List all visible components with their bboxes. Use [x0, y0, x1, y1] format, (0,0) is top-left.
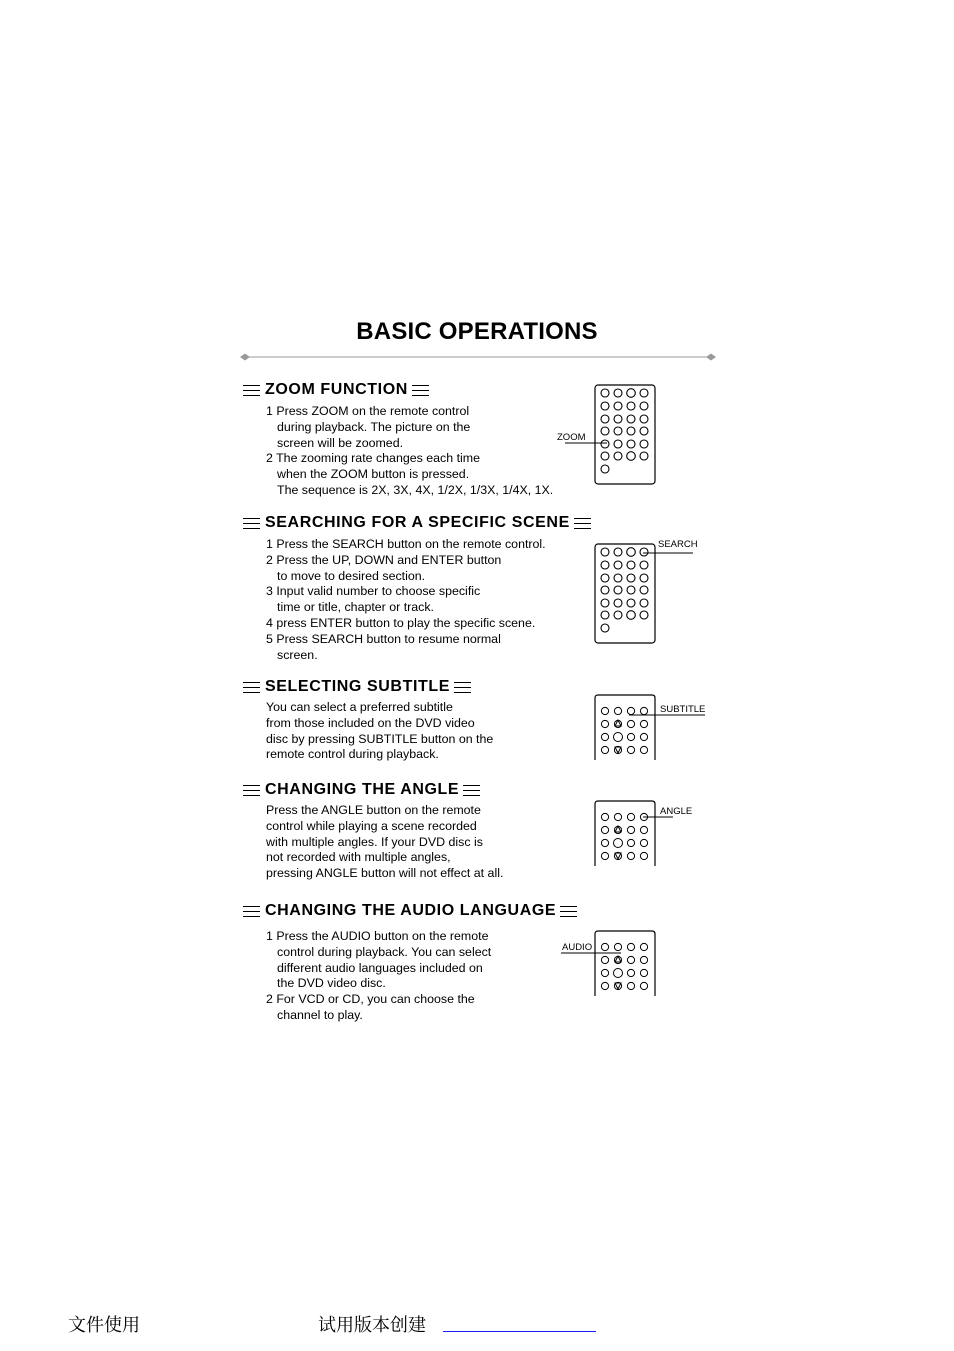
text-line: The sequence is 2X, 3X, 4X, 1/2X, 1/3X, 1/4X, 1X.	[277, 482, 554, 497]
search-heading	[243, 514, 595, 532]
text-line: remote control during playback.	[266, 747, 439, 762]
text-line: Press the ANGLE button on the remote	[266, 803, 481, 817]
text-line: 1 Press the SEARCH button on the remote control.	[266, 537, 546, 551]
remote-control-icon	[594, 543, 656, 645]
text-line: control during playback. You can select	[277, 944, 492, 959]
angle-heading	[243, 781, 484, 799]
text-line: with multiple angles. If your DVD disc is	[266, 834, 483, 849]
text-line: 2 The zooming rate changes each time	[266, 451, 480, 466]
zoom-heading	[243, 381, 433, 399]
text-line: 2 For VCD or CD, you can choose the	[266, 992, 475, 1007]
triple-bar-icon	[243, 785, 260, 796]
triple-bar-icon	[463, 785, 480, 796]
text-line: 4 press ENTER button to play the specific scene.	[266, 615, 536, 630]
text-line: 5 Press SEARCH button to resume normal	[266, 631, 501, 646]
text-line: to move to desired section.	[277, 568, 426, 583]
angle-heading-text: CHANGING THE ANGLE	[265, 781, 460, 798]
text-line: screen.	[277, 647, 318, 662]
angle-body	[266, 803, 503, 882]
remote-control-partial-icon	[594, 930, 656, 996]
callout-line	[643, 550, 693, 556]
text-line: 2 Press the UP, DOWN and ENTER button	[266, 552, 502, 567]
triple-bar-icon	[243, 906, 260, 917]
text-line: You can select a preferred subtitle	[266, 700, 453, 714]
subtitle-heading	[243, 678, 475, 696]
search-callout-label: SEARCH	[658, 539, 698, 550]
search-body	[266, 537, 546, 663]
subtitle-callout-label: SUBTITLE	[660, 704, 706, 715]
text-line: disc by pressing SUBTITLE button on the	[266, 731, 494, 746]
zoom-body	[266, 404, 553, 499]
remote-control-partial-icon	[594, 694, 656, 760]
footer-link[interactable]	[443, 1331, 596, 1332]
zoom-heading-text: ZOOM FUNCTION	[265, 381, 408, 398]
text-line: from those included on the DVD video	[266, 715, 475, 730]
text-line: the DVD video disc.	[277, 976, 386, 991]
text-line: control while playing a scene recorded	[266, 818, 477, 833]
triple-bar-icon	[574, 518, 591, 529]
text-line: not recorded with multiple angles,	[266, 850, 451, 865]
text-line: 1 Press ZOOM on the remote control	[266, 404, 470, 418]
text-line: channel to play.	[277, 1007, 363, 1022]
footer-left-text: 文件使用	[68, 1315, 140, 1336]
triple-bar-icon	[243, 385, 260, 396]
text-line: different audio languages included on	[277, 960, 483, 975]
title-divider	[240, 352, 716, 362]
text-line: when the ZOOM button is pressed.	[277, 467, 470, 482]
audio-heading	[243, 902, 581, 920]
text-line: pressing ANGLE button will not effect at all.	[266, 866, 504, 881]
triple-bar-icon	[412, 385, 429, 396]
remote-control-icon	[594, 384, 656, 486]
audio-heading-text: CHANGING THE AUDIO LANGUAGE	[265, 902, 557, 919]
text-line: during playback. The picture on the	[277, 419, 471, 434]
angle-callout-label: ANGLE	[660, 806, 693, 817]
text-line: screen will be zoomed.	[277, 435, 404, 450]
triple-bar-icon	[454, 682, 471, 693]
audio-callout-label: AUDIO	[562, 942, 593, 953]
remote-control-partial-icon	[594, 800, 656, 866]
subtitle-body	[266, 700, 493, 763]
triple-bar-icon	[243, 518, 260, 529]
zoom-callout-label: ZOOM	[557, 432, 586, 443]
audio-body	[266, 929, 491, 1024]
page-title: BASIC OPERATIONS	[356, 318, 598, 345]
subtitle-heading-text: SELECTING SUBTITLE	[265, 678, 451, 695]
text-line: 1 Press the AUDIO button on the remote	[266, 929, 489, 943]
triple-bar-icon	[560, 906, 577, 917]
text-line: 3 Input valid number to choose specific	[266, 584, 481, 599]
triple-bar-icon	[243, 682, 260, 693]
text-line: time or title, chapter or track.	[277, 600, 435, 615]
footer-middle-text: 试用版本创建	[318, 1315, 426, 1336]
search-heading-text: SEARCHING FOR A SPECIFIC SCENE	[265, 514, 570, 531]
